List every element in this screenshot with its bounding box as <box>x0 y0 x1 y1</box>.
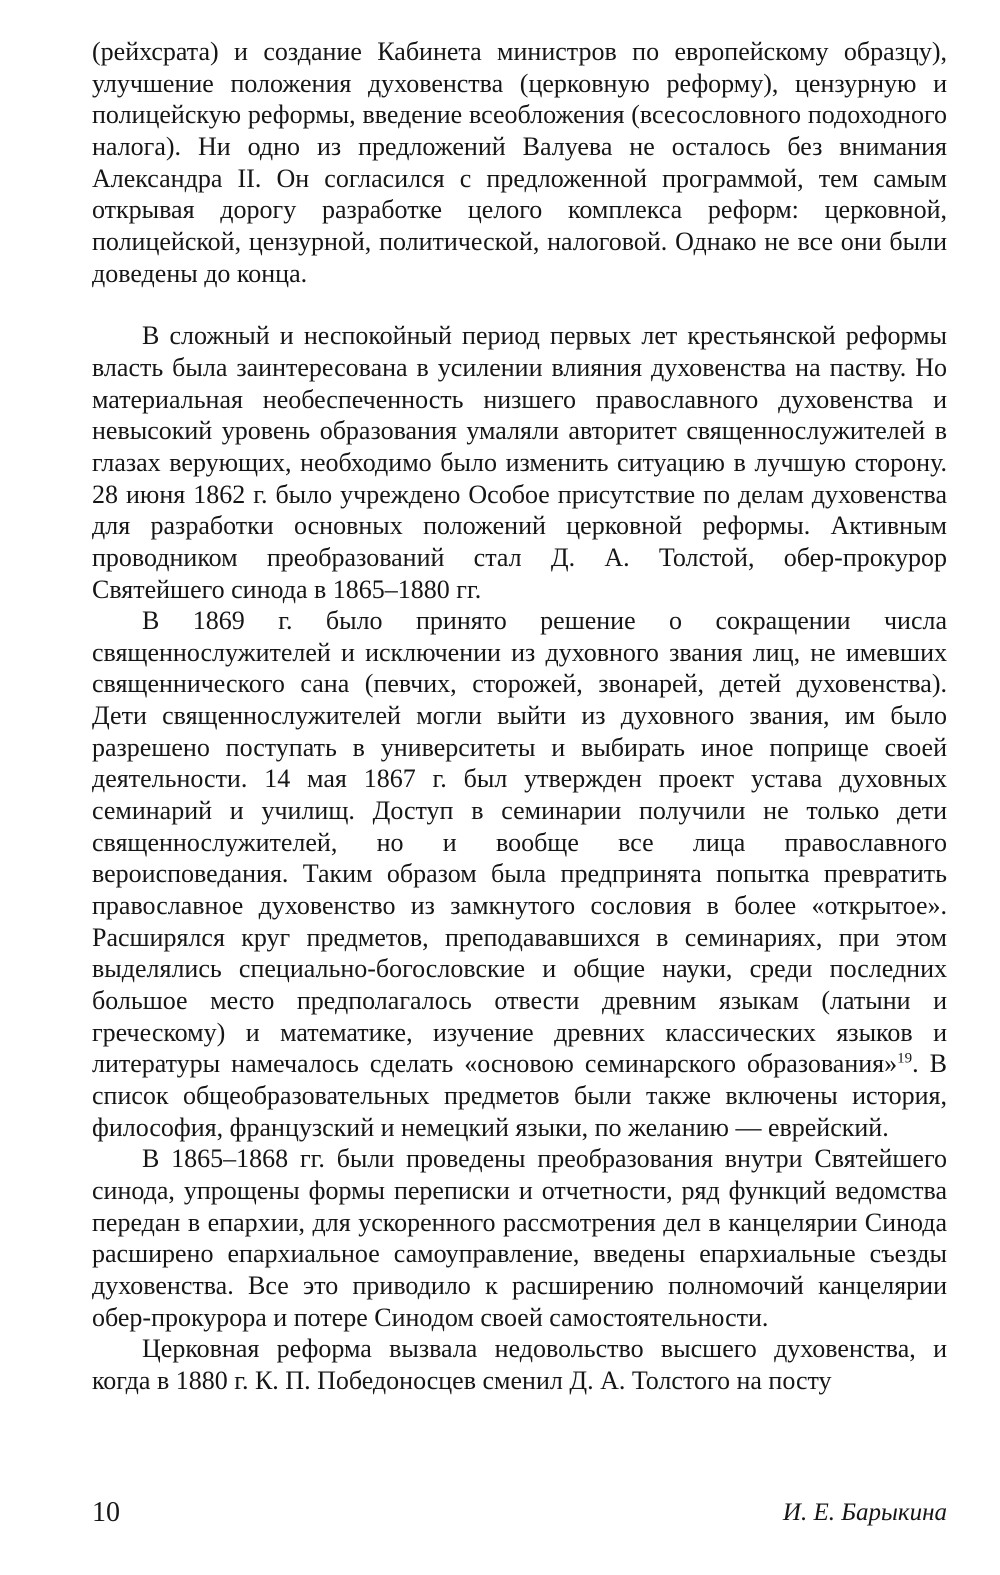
paragraph-4: В 1865–1868 гг. были проведены преобразования внутри Святейшего синода, упрощены формы переписки и отчетности, ряд функций ведомства передан в епархии, для ускоренного рассмотрения дел в канцелярии Синода расширено епархиальное самоуправление, введены епархиальные съезды духовенства. Все это приводило к расширению полномочий канцелярии обер-прокурора и потере Синодом своей самостоятельности. <box>92 1144 947 1332</box>
paragraph-3 <box>92 605 947 1143</box>
paragraph-1: (рейхсрата) и создание Кабинета министров по европейскому образцу), улучшение положения духовенства (церковную реформу), цензурную и полицейскую реформы, введение всеобложения (всесословного подоходного налога). Ни одно из предложений Валуева не осталось без внимания Александра II. Он согласился с предложенной программой, тем самым открывая дорогу разработке целого комплекса реформ: церковной, полицейской, цензурной, политической, налоговой. Однако не все они были доведены до конца. <box>92 37 947 288</box>
footnote-reference[interactable]: 19 <box>897 1050 913 1067</box>
paragraph-3-text-end: . В список общеобразовательных предметов были также включены история, философия, французский и немецкий языки, по желанию — еврейский. <box>92 1049 948 1142</box>
paragraph-3-text-start: В 1869 г. было принято решение о сокращении числа священнослужителей и исключении из духовного звания лиц, не имевших священнического сана (певчих, сторожей, звонарей, детей духовенства). Дети священнослужителей могли выйти из духовного звания, им было разрешено поступать в университеты и выбирать иное поприще своей деятельности. 14 мая 1867 г. был утвержден проект устава духовных семинарий и училищ. Доступ в семинарии получили не только дети священнослужителей, но и вообще все лица православного вероисповедания. Таким образом была предпринята попытка превратить православное духовенство из замкнутого сословия в более «открытое». Расширялся круг предметов, преподававшихся в семинариях, при этом выделялись специально-богословские и общие науки, среди последних большое место предполагалось отвести древним языкам (латыни и греческому) и математике, изучение древних классических языков и литературы намечалось сделать «основою семинарского образования» <box>92 606 947 1079</box>
running-author: И. Е. Барыкина <box>782 1499 947 1526</box>
page-body <box>92 36 947 1397</box>
paragraph-2: В сложный и неспокойный период первых лет крестьянской реформы власть была заинтересована в усилении влияния духовенства на паству. Но материальная необеспеченность низшего православного духовенства и невысокий уровень образования умаляли авторитет священнослужителей в глазах верующих, необходимо было изменить ситуацию в лучшую сторону. 28 июня 1862 г. было учреждено Особое присутствие по делам духовенства для разработки основных положений церковной реформы. Активным проводником преобразований стал Д. А. Толстой, обер-прокурор Святейшего синода в 1865–1880 гг. <box>92 321 947 604</box>
paragraph-5: Церковная реформа вызвала недовольство высшего духовенства, и когда в 1880 г. К. П. Победоносцев сменил Д. А. Толстого на посту <box>92 1334 947 1395</box>
page-number: 10 <box>92 1497 120 1528</box>
